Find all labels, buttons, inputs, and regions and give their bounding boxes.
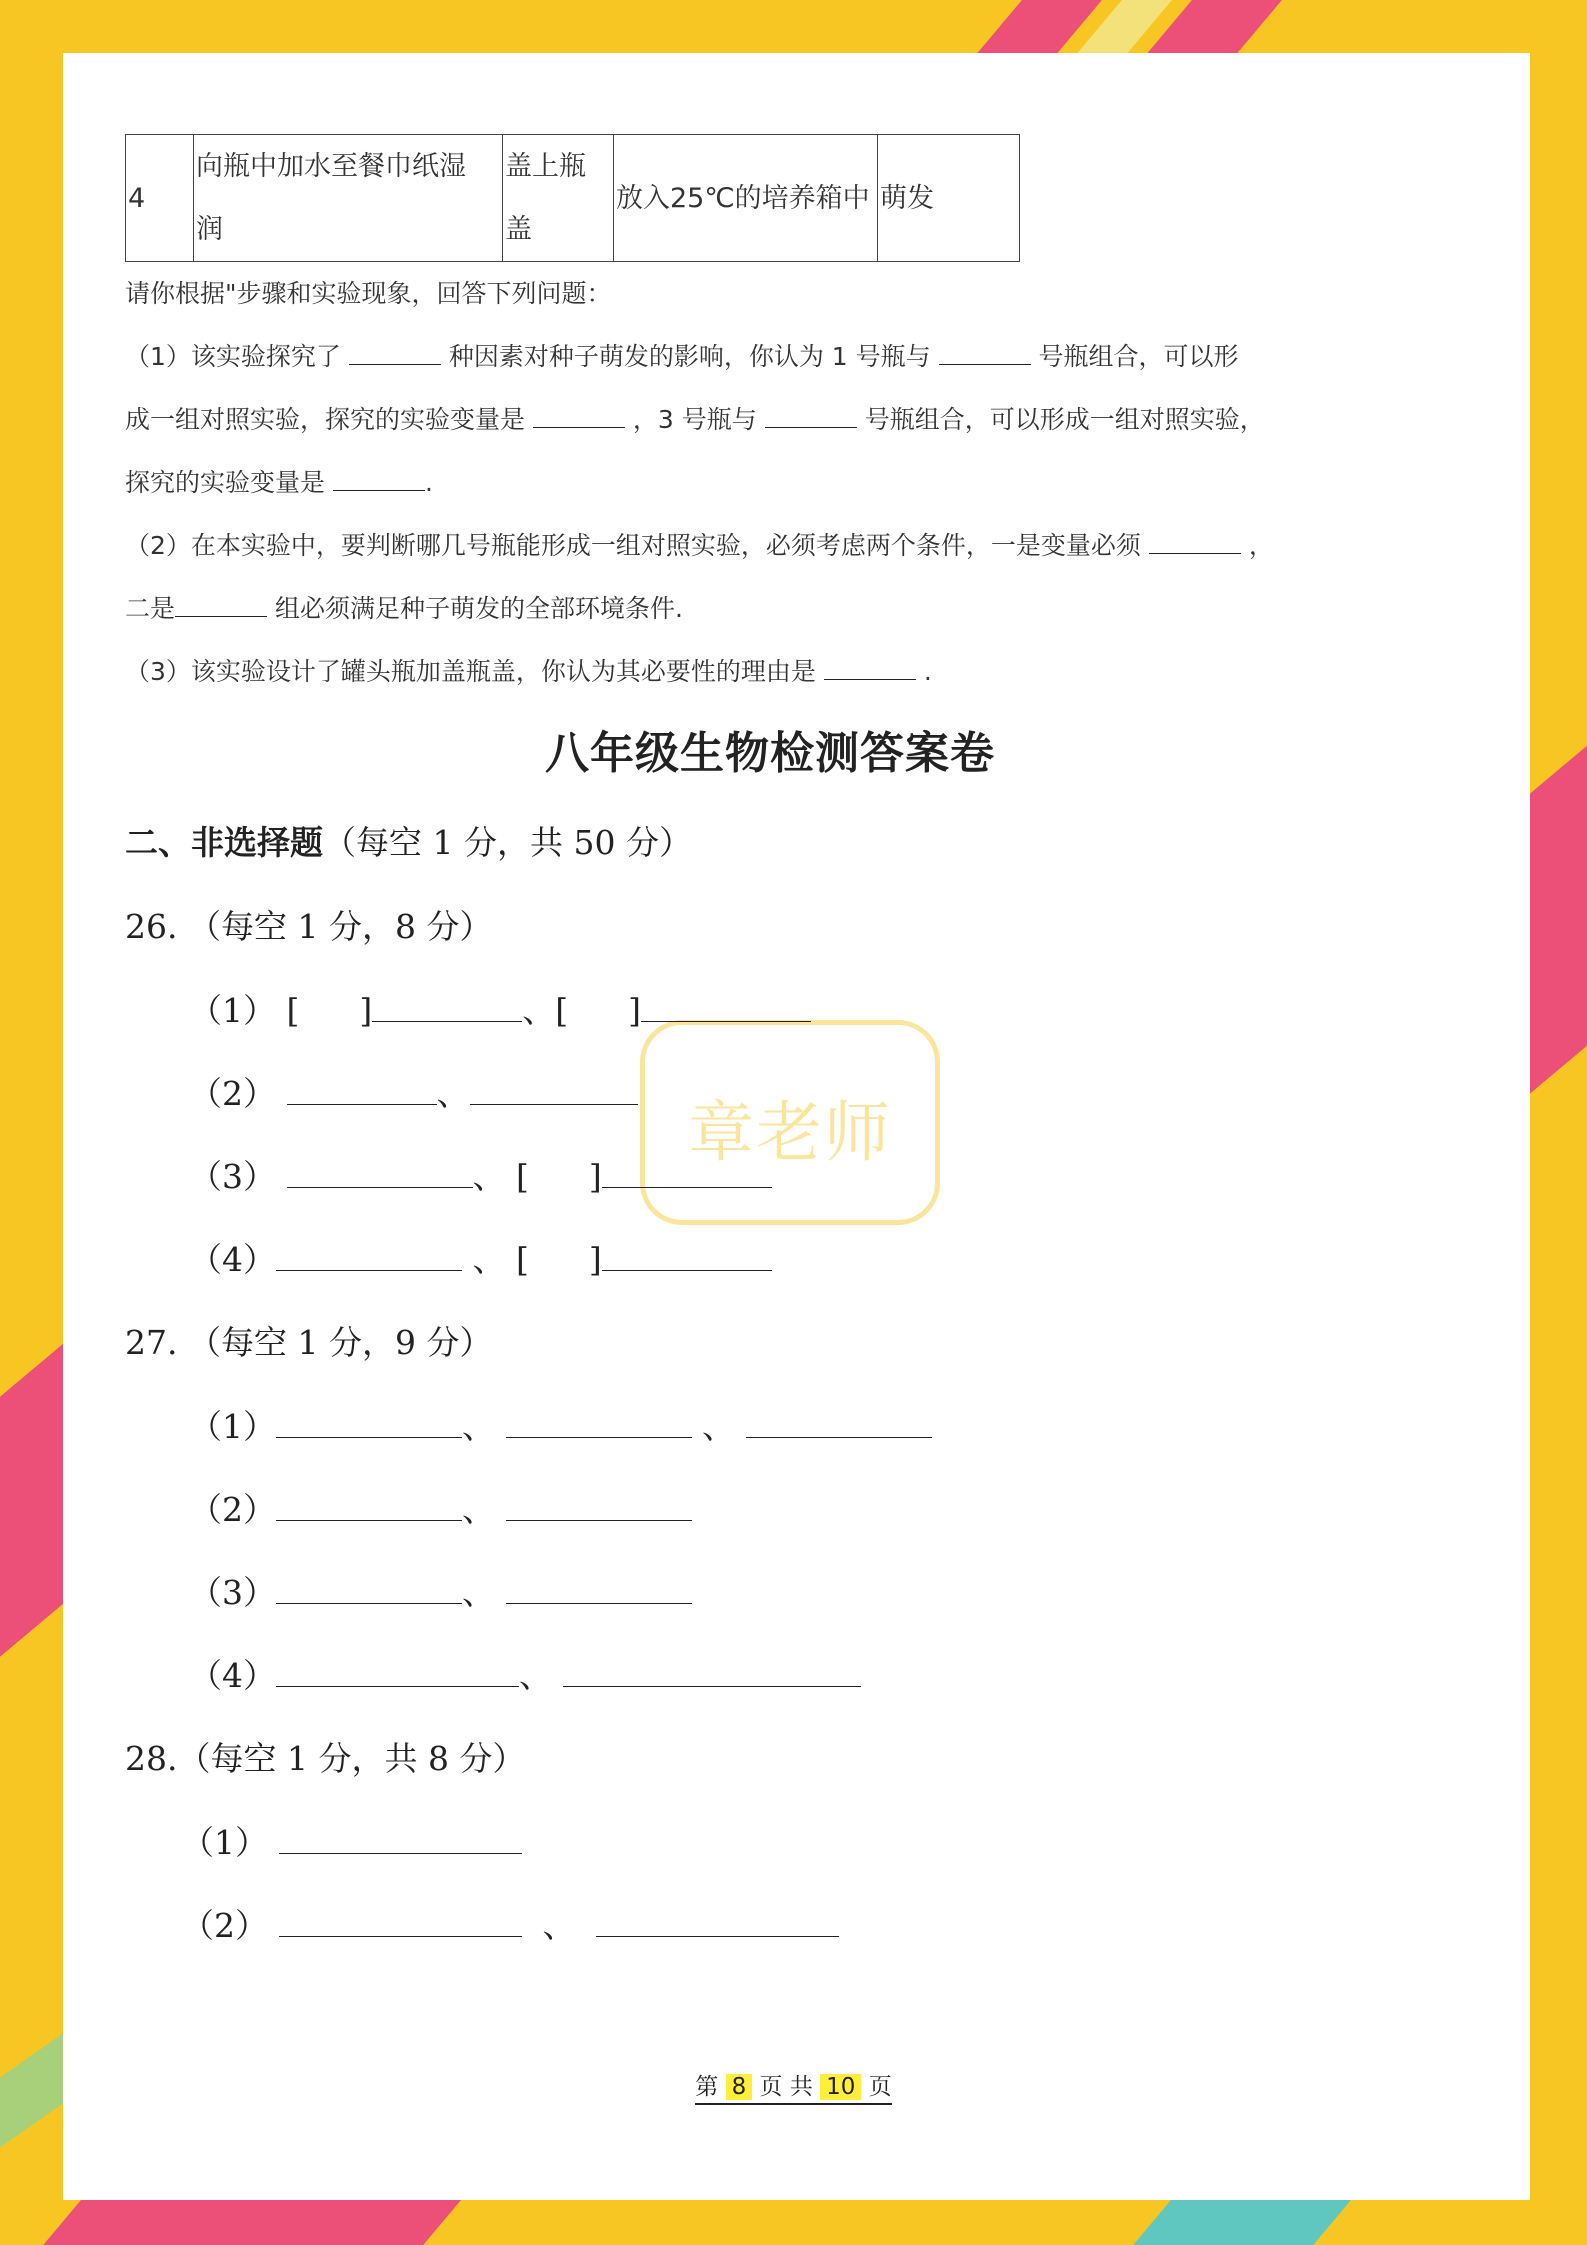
bracket-close: ] [628, 991, 641, 1030]
answer-blank[interactable] [596, 1910, 839, 1937]
answer-blank[interactable] [641, 995, 811, 1022]
question-2-line-2 [125, 577, 1415, 640]
footer-post: 页 [868, 2074, 892, 2100]
line-label: （1） [181, 1823, 268, 1862]
answer-blank[interactable] [602, 1244, 772, 1271]
q1-text-h: . [424, 468, 433, 497]
question-1-line-1 [125, 325, 1415, 388]
table-cell-step2 [503, 135, 614, 262]
q1-text-e: ，3 号瓶与 [632, 405, 757, 434]
separator: 、 [542, 1906, 576, 1945]
answer-blank[interactable] [276, 1494, 462, 1521]
answer-blank[interactable] [506, 1494, 692, 1521]
answer-blank[interactable] [506, 1577, 692, 1604]
line-label: （3） [189, 1573, 276, 1612]
separator: 、 [462, 1490, 495, 1529]
bracket-open: [ [555, 991, 569, 1030]
experiment-table [125, 134, 1020, 262]
separator: 、 [522, 991, 556, 1030]
pink-stripe-right [1530, 726, 1587, 1093]
q1-text-a: （1）该实验探究了 [125, 342, 341, 371]
question-2 [125, 514, 1415, 640]
watermark-text: 章老师 [688, 1094, 892, 1171]
separator: 、 [702, 1407, 735, 1446]
bracket-open: [ [286, 991, 300, 1030]
q27-line-1 [125, 1385, 1415, 1468]
page-number-indicator [695, 2068, 891, 2105]
q26-heading: 26. （每空 1 分，8 分） [125, 907, 493, 946]
intro-text: 请你根据"步骤和实验现象，回答下列问题： [125, 279, 612, 308]
answer-blank[interactable] [287, 1161, 473, 1188]
q28-line-1 [125, 1801, 1415, 1884]
q1-text-c: 号瓶组合，可以形 [1038, 342, 1239, 371]
bracket-open: [ [516, 1240, 529, 1279]
pink-stripe-bottom-left [35, 2195, 465, 2245]
answer-blank[interactable] [602, 1161, 772, 1188]
answer-blank[interactable] [939, 334, 1031, 365]
table-cell-step1 [194, 135, 503, 262]
q2-text-c: 二是 [125, 594, 176, 623]
current-page-number: 8 [726, 2074, 753, 2100]
table-cell-num: 4 [126, 135, 194, 262]
line-label: （2） [189, 1074, 276, 1113]
separator: 、 [472, 1157, 506, 1196]
answer-blank[interactable] [276, 1660, 519, 1687]
q2-text-a: （2）在本实验中，要判断哪几号瓶能形成一组对照实验，必须考虑两个条件，一是变量必须 [125, 531, 1141, 560]
question-1 [125, 325, 1415, 514]
q27-line-4 [125, 1634, 1415, 1717]
page-footer [0, 2068, 1587, 2105]
q1-text-b: 种因素对种子萌发的影响，你认为 1 号瓶与 [448, 342, 931, 371]
total-page-count: 10 [820, 2074, 861, 2100]
footer-mid: 页 共 [759, 2074, 813, 2100]
separator: 、 [462, 1407, 495, 1446]
table-cell-env: 放入25℃的培养箱中 [614, 135, 878, 262]
section-heading-bold: 二、非选择题 [125, 823, 323, 862]
q27-line-2 [125, 1468, 1415, 1551]
answer-blank[interactable] [506, 1411, 692, 1438]
answer-blank[interactable] [276, 1244, 462, 1271]
answer-blank[interactable] [279, 1827, 522, 1854]
answer-blank[interactable] [276, 1411, 462, 1438]
q2-text-d: 组必须满足种子萌发的全部环境条件. [274, 594, 683, 623]
line-label: （4） [189, 1240, 276, 1279]
answer-sheet-title: 八年级生物检测答案卷 [545, 728, 995, 779]
question-1-line-3 [125, 451, 1415, 514]
table-cell-step2-text: 盖上瓶盖 [505, 151, 586, 245]
bracket-open: [ [516, 1157, 529, 1196]
line-label: （4） [189, 1656, 276, 1695]
q1-text-d: 成一组对照实验，探究的实验变量是 [125, 405, 526, 434]
line-label: （2） [189, 1490, 276, 1529]
answer-blank[interactable] [470, 1078, 638, 1105]
separator: 、 [472, 1240, 506, 1279]
section-heading [125, 801, 1415, 885]
answer-blank[interactable] [276, 1577, 462, 1604]
question-3 [125, 640, 1415, 703]
answer-blank[interactable] [824, 649, 916, 680]
q26-line-1 [125, 969, 1415, 1052]
line-label: （3） [189, 1157, 276, 1196]
q27-heading: 27. （每空 1 分，9 分） [125, 1323, 493, 1362]
bracket-close: ] [359, 991, 373, 1030]
q3-text-a: （3）该实验设计了罐头瓶加盖瓶盖，你认为其必要性的理由是 [125, 657, 816, 686]
q26-line-2 [125, 1052, 1415, 1135]
page-content [125, 134, 1415, 1967]
question-2-line-1 [125, 514, 1415, 577]
answer-blank[interactable] [333, 460, 425, 491]
answer-blank[interactable] [746, 1411, 932, 1438]
line-label: （1） [189, 1407, 276, 1446]
table-cell-step1-text: 向瓶中加水至餐巾纸湿润 [196, 151, 466, 245]
line-label: （2） [181, 1906, 268, 1945]
bracket-close: ] [588, 1157, 602, 1196]
separator: 、 [436, 1074, 470, 1113]
answer-blank[interactable] [1149, 523, 1241, 554]
bracket-close: ] [588, 1240, 602, 1279]
answer-blank[interactable] [175, 586, 267, 617]
q26-line-4 [125, 1218, 1415, 1301]
table-cell-result: 萌发 [878, 135, 1020, 262]
answer-blank[interactable] [287, 1078, 437, 1105]
section-heading-rest: （每空 1 分，共 50 分） [323, 823, 692, 862]
answer-blank[interactable] [349, 334, 441, 365]
answer-blank[interactable] [533, 397, 625, 428]
answer-blank[interactable] [279, 1910, 522, 1937]
line-label: （1） [189, 991, 276, 1030]
q2-text-b: ， [1248, 531, 1274, 560]
table-row [126, 135, 1020, 262]
question-1-line-2 [125, 388, 1415, 451]
answer-blank[interactable] [563, 1660, 861, 1687]
q28-line-2 [125, 1884, 1415, 1967]
q27-line-3 [125, 1551, 1415, 1634]
footer-pre: 第 [695, 2074, 719, 2100]
answer-blank[interactable] [765, 397, 857, 428]
q28-heading: 28.（每空 1 分，共 8 分） [125, 1739, 526, 1778]
q1-text-f: 号瓶组合，可以形成一组对照实验， [864, 405, 1265, 434]
q26-line-3 [125, 1135, 1415, 1218]
q1-text-g: 探究的实验变量是 [125, 468, 326, 497]
q3-text-b: . [923, 657, 932, 686]
teal-stripe-bottom-right [1129, 2200, 1351, 2245]
separator: 、 [462, 1573, 495, 1612]
separator: 、 [519, 1656, 552, 1695]
answer-blank[interactable] [372, 995, 522, 1022]
